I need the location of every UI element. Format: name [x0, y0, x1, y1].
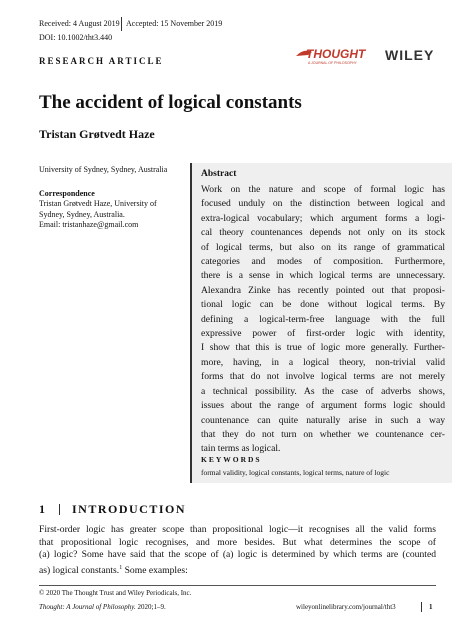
abstract-line: cal theory countenances depends not only on its stock	[201, 227, 445, 239]
article-title: The accident of logical constants	[39, 92, 302, 113]
abstract-line: categories and modes of composition. Furthermore,	[201, 256, 445, 268]
abstract-line: defining a logical-term-free language with the full	[201, 313, 445, 325]
abstract-line: extra-logical vocabulary; which argument forms a logi-	[201, 212, 445, 224]
thought-logo-subtitle: A JOURNAL OF PHILOSOPHY	[308, 61, 357, 65]
correspondence-label: Correspondence	[39, 188, 95, 198]
section-label: RESEARCH ARTICLE	[39, 56, 164, 66]
abstract-line: forms that do not involve logical terms are not merely	[201, 371, 445, 383]
abstract-line: Work on the nature and scope of formal logic has	[201, 184, 445, 195]
correspondence-email[interactable]: Email: tristanhaze@gmail.com	[39, 220, 139, 229]
body-line: (a) logic? Some have said that the scope of (a) logic is determined by which terms are (counted	[39, 549, 436, 560]
abstract-line: there is a sense in which logical terms are unnecessary.	[201, 270, 445, 282]
thought-logo-word: THOUGHT	[306, 47, 366, 61]
section-number: 1	[39, 502, 45, 516]
abstract-heading: Abstract	[201, 169, 237, 179]
page-number: 1	[429, 603, 433, 611]
body-line: First-order logic has greater scope than propositional logic—it recognises all the valid forms	[39, 524, 436, 535]
correspondence-line-2: Sydney, Sydney, Australia.	[39, 209, 125, 219]
thought-logo	[294, 46, 380, 66]
abstract-text	[201, 183, 445, 457]
footnote-marker[interactable]: 1	[119, 564, 123, 571]
abstract-line: that they do not turn on whether we countenance cer-	[201, 428, 445, 440]
body-line	[39, 562, 436, 578]
abstract-line: focused unduly on the distinction between logical and	[201, 198, 445, 210]
footer-divider	[421, 602, 422, 612]
correspondence-line-1: Tristan Grøtvedt Haze, University of	[39, 199, 157, 208]
abstract-line: a technical possibility. As the case of adverbs shows,	[201, 385, 445, 397]
body-line: that propositional logic recognises, and more besides. But what determines the scope of	[39, 536, 436, 548]
abstract-line: countenance can quite naturally arise in such a way	[201, 414, 445, 426]
introduction-text	[39, 524, 436, 577]
abstract-box	[190, 163, 452, 483]
footer-rule	[39, 585, 436, 586]
wiley-logo: WILEY	[385, 47, 435, 63]
abstract-line: tional logic can be done without logical terms. By	[201, 299, 445, 311]
body-line-text: Some examples:	[122, 564, 188, 576]
doi[interactable]: DOI: 10.1002/tht3.440	[39, 33, 113, 42]
article-author: Tristan Grøtvedt Haze	[39, 127, 155, 141]
journal-url[interactable]: wileyonlinelibrary.com/journal/tht3	[296, 603, 396, 611]
journal-name: Thought: A Journal of Philosophy.	[39, 603, 136, 611]
section-title: INTRODUCTION	[72, 502, 187, 516]
keywords-heading: KEYWORDS	[201, 455, 262, 464]
institution: University of Sydney, Sydney, Australia	[39, 165, 168, 174]
copyright: © 2020 The Thought Trust and Wiley Periodicals, Inc.	[39, 589, 192, 597]
abstract-line: issues about the range of argument forms logic should	[201, 400, 445, 412]
abstract-line: expressive power of first-order logic with identity,	[201, 328, 445, 340]
journal-citation	[39, 603, 166, 611]
abstract-line: more, having, in a logical theory, non-trivial valid	[201, 356, 445, 368]
section-divider	[59, 504, 60, 515]
body-line-text: as) logical constants.	[39, 564, 120, 576]
header-divider	[121, 17, 122, 31]
abstract-line: of logical terms, but also on its range of grammatical	[201, 241, 445, 253]
abstract-line: Alexandra Zinke has recently pointed out that proposi-	[201, 284, 445, 296]
affiliation-block	[39, 165, 184, 231]
keywords-list: formal validity, logical constants, logical terms, nature of logic	[201, 468, 390, 477]
received-date: Received: 4 August 2019	[39, 19, 120, 28]
abstract-line: I show that this is true of logic more generally. Further-	[201, 342, 445, 354]
accepted-date: Accepted: 15 November 2019	[126, 19, 223, 28]
abstract-line: tain terms as logical.	[201, 443, 281, 455]
journal-volume: 2020;1–9.	[135, 603, 166, 611]
